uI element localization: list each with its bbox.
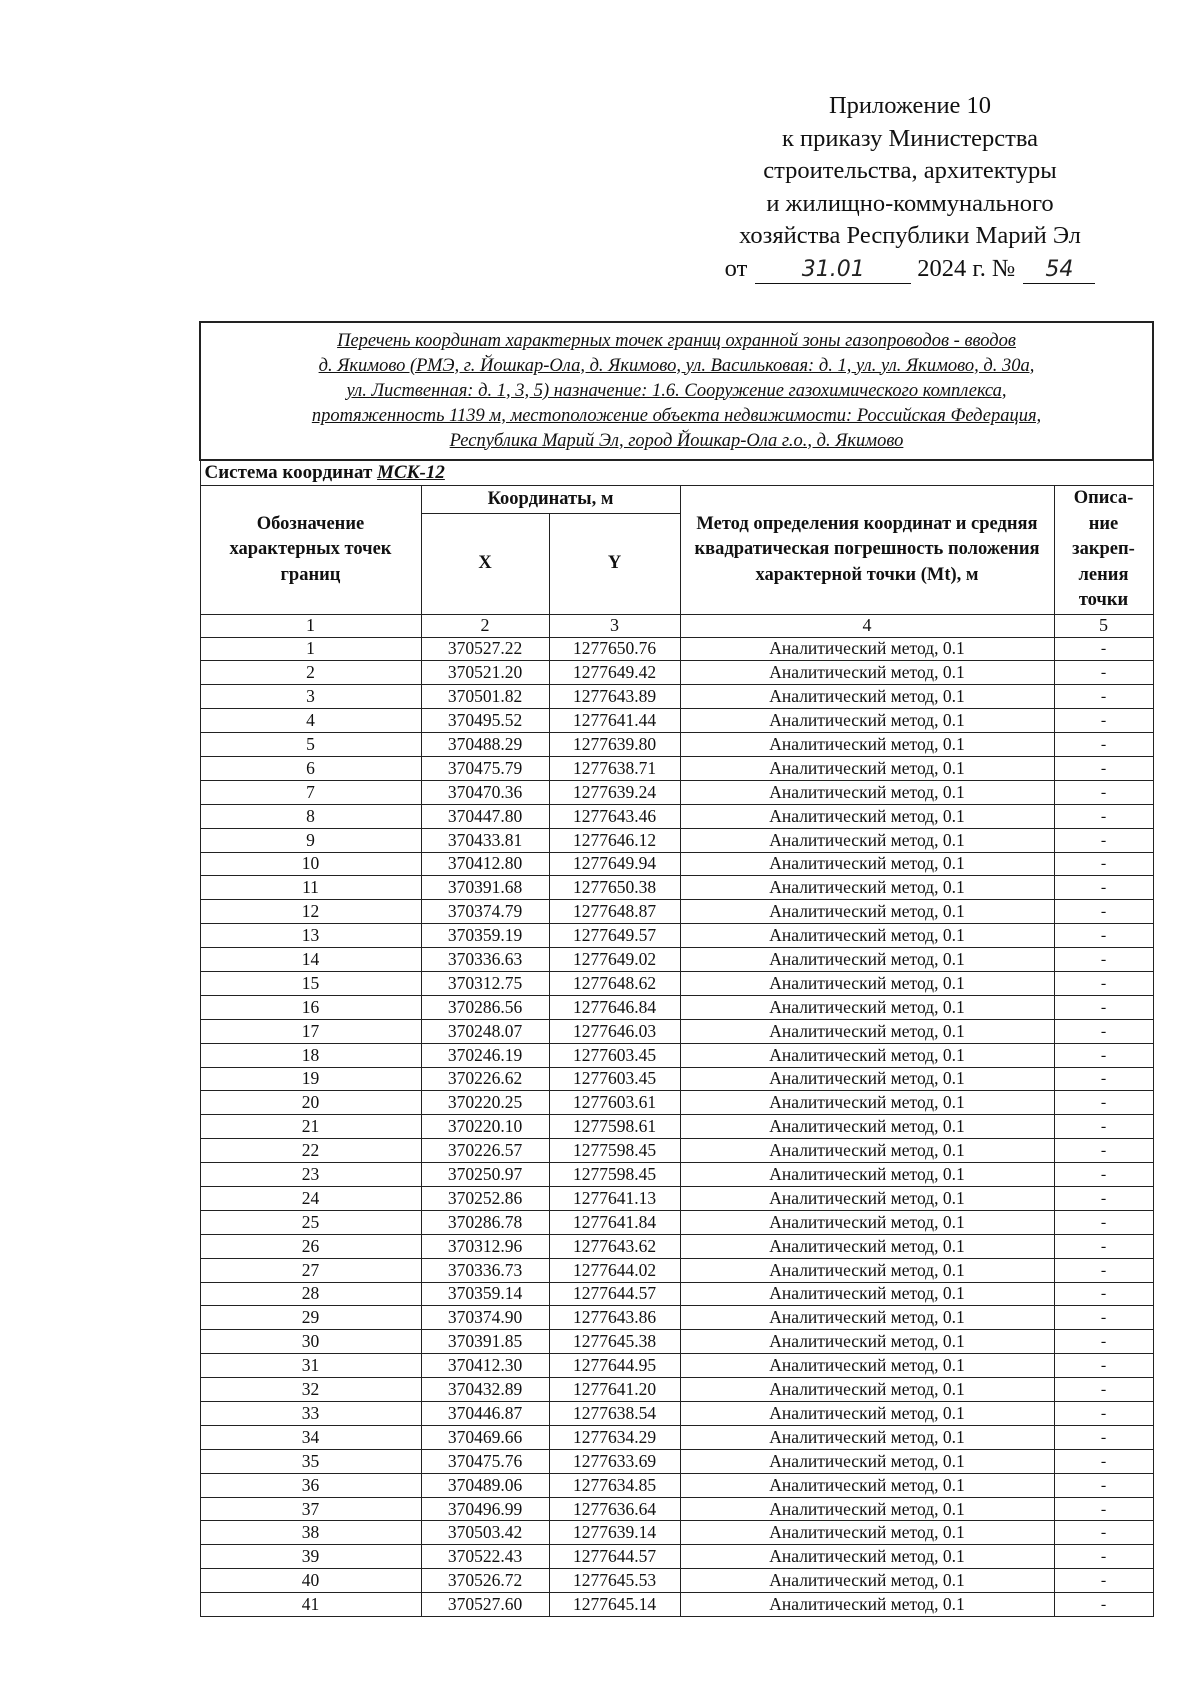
description-cell: -	[1054, 1043, 1153, 1067]
method-cell: Аналитический метод, 0.1	[680, 852, 1054, 876]
point-number-cell: 35	[200, 1449, 421, 1473]
y-coordinate-cell: 1277603.45	[549, 1043, 680, 1067]
handwritten-date: 31.01	[755, 257, 911, 284]
x-coordinate-cell: 370359.14	[421, 1282, 549, 1306]
point-number-cell: 30	[200, 1330, 421, 1354]
method-cell: Аналитический метод, 0.1	[680, 1139, 1054, 1163]
table-row	[200, 1593, 1153, 1617]
point-number-cell: 40	[200, 1569, 421, 1593]
description-cell: -	[1054, 1354, 1153, 1378]
point-number-cell: 10	[200, 852, 421, 876]
x-coordinate-cell: 370496.99	[421, 1497, 549, 1521]
point-number-cell: 20	[200, 1091, 421, 1115]
description-cell: -	[1054, 900, 1153, 924]
description-cell: -	[1054, 1282, 1153, 1306]
point-number-cell: 15	[200, 971, 421, 995]
y-coordinate-cell: 1277634.85	[549, 1473, 680, 1497]
method-cell: Аналитический метод, 0.1	[680, 1545, 1054, 1569]
point-number-cell: 18	[200, 1043, 421, 1067]
x-coordinate-cell: 370522.43	[421, 1545, 549, 1569]
method-cell: Аналитический метод, 0.1	[680, 900, 1054, 924]
y-coordinate-cell: 1277636.64	[549, 1497, 680, 1521]
point-number-cell: 13	[200, 924, 421, 948]
method-cell: Аналитический метод, 0.1	[680, 948, 1054, 972]
point-number-cell: 5	[200, 733, 421, 757]
y-coordinate-cell: 1277643.46	[549, 804, 680, 828]
table-row	[200, 1425, 1153, 1449]
date-prefix: от	[724, 254, 748, 282]
point-number-cell: 26	[200, 1234, 421, 1258]
y-coordinate-cell: 1277646.84	[549, 995, 680, 1019]
x-coordinate-cell: 370226.57	[421, 1139, 549, 1163]
y-coordinate-cell: 1277645.14	[549, 1593, 680, 1617]
table-row	[200, 709, 1153, 733]
method-cell: Аналитический метод, 0.1	[680, 1425, 1054, 1449]
y-coordinate-cell: 1277641.20	[549, 1378, 680, 1402]
y-coordinate-cell: 1277639.80	[549, 733, 680, 757]
point-number-cell: 3	[200, 685, 421, 709]
y-coordinate-cell: 1277649.57	[549, 924, 680, 948]
x-coordinate-cell: 370469.66	[421, 1425, 549, 1449]
column-number: 2	[421, 614, 549, 637]
method-cell: Аналитический метод, 0.1	[680, 756, 1054, 780]
description-cell: -	[1054, 780, 1153, 804]
method-cell: Аналитический метод, 0.1	[680, 685, 1054, 709]
x-coordinate-cell: 370220.25	[421, 1091, 549, 1115]
description-cell: -	[1054, 1210, 1153, 1234]
point-number-cell: 27	[200, 1258, 421, 1282]
x-coordinate-cell: 370527.22	[421, 637, 549, 661]
point-number-cell: 8	[200, 804, 421, 828]
table-row	[200, 804, 1153, 828]
point-number-cell: 17	[200, 1019, 421, 1043]
table-row	[200, 1115, 1153, 1139]
description-cell: -	[1054, 685, 1153, 709]
header-method: Метод определения координат и средняя квадратическая погрешность положения характерной точки (Mt), м	[680, 486, 1054, 615]
method-cell: Аналитический метод, 0.1	[680, 1091, 1054, 1115]
table-row	[200, 1163, 1153, 1187]
x-coordinate-cell: 370433.81	[421, 828, 549, 852]
point-number-cell: 41	[200, 1593, 421, 1617]
table-row	[200, 971, 1153, 995]
point-number-cell: 1	[200, 637, 421, 661]
method-cell: Аналитический метод, 0.1	[680, 780, 1054, 804]
description-cell: -	[1054, 1593, 1153, 1617]
method-cell: Аналитический метод, 0.1	[680, 1378, 1054, 1402]
point-number-cell: 34	[200, 1425, 421, 1449]
y-coordinate-cell: 1277649.94	[549, 852, 680, 876]
point-number-cell: 33	[200, 1402, 421, 1426]
point-number-cell: 32	[200, 1378, 421, 1402]
method-cell: Аналитический метод, 0.1	[680, 1115, 1054, 1139]
description-cell: -	[1054, 637, 1153, 661]
table-row	[200, 1569, 1153, 1593]
table-row	[200, 685, 1153, 709]
header-y: Y	[549, 514, 680, 614]
table-row	[200, 852, 1153, 876]
table-row	[200, 924, 1153, 948]
header-description-line: ние	[1088, 513, 1119, 534]
table-row	[200, 900, 1153, 924]
description-cell: -	[1054, 924, 1153, 948]
table-row	[200, 1210, 1153, 1234]
description-cell: -	[1054, 1258, 1153, 1282]
coordinate-system-label: Система координат	[204, 462, 373, 483]
x-coordinate-cell: 370475.76	[421, 1449, 549, 1473]
table-title-line: протяженность 1139 м, местоположение объекта недвижимости: Российская Федерация,	[311, 405, 1042, 426]
method-cell: Аналитический метод, 0.1	[680, 971, 1054, 995]
table-row	[200, 756, 1153, 780]
y-coordinate-cell: 1277598.45	[549, 1163, 680, 1187]
y-coordinate-cell: 1277643.86	[549, 1306, 680, 1330]
x-coordinate-cell: 370447.80	[421, 804, 549, 828]
y-coordinate-cell: 1277643.62	[549, 1234, 680, 1258]
header-description-line: закреп-	[1072, 539, 1135, 559]
description-cell: -	[1054, 1115, 1153, 1139]
description-cell: -	[1054, 971, 1153, 995]
y-coordinate-cell: 1277644.95	[549, 1354, 680, 1378]
x-coordinate-cell: 370286.56	[421, 995, 549, 1019]
y-coordinate-cell: 1277648.62	[549, 971, 680, 995]
point-number-cell: 19	[200, 1067, 421, 1091]
method-cell: Аналитический метод, 0.1	[680, 1521, 1054, 1545]
y-coordinate-cell: 1277598.45	[549, 1139, 680, 1163]
point-number-cell: 38	[200, 1521, 421, 1545]
point-number-cell: 21	[200, 1115, 421, 1139]
table-title-line: ул. Лиственная: д. 1, 3, 5) назначение: 1.6. Сооружение газохимического комплекса,	[346, 380, 1007, 401]
description-cell: -	[1054, 1186, 1153, 1210]
table-row	[200, 995, 1153, 1019]
x-coordinate-cell: 370248.07	[421, 1019, 549, 1043]
description-cell: -	[1054, 1019, 1153, 1043]
table-row	[200, 1306, 1153, 1330]
point-number-cell: 4	[200, 709, 421, 733]
header-coordinates: Координаты, м	[421, 486, 680, 514]
method-cell: Аналитический метод, 0.1	[680, 1067, 1054, 1091]
table-row	[200, 1258, 1153, 1282]
table-row	[200, 1378, 1153, 1402]
table-title-line: Перечень координат характерных точек границ охранной зоны газопроводов - вводов	[337, 330, 1016, 351]
x-coordinate-cell: 370391.85	[421, 1330, 549, 1354]
table-row	[200, 1139, 1153, 1163]
x-coordinate-cell: 370527.60	[421, 1593, 549, 1617]
coordinate-system-name: МСК-12	[377, 462, 445, 483]
x-coordinate-cell: 370475.79	[421, 756, 549, 780]
x-coordinate-cell: 370526.72	[421, 1569, 549, 1593]
table-row	[200, 661, 1153, 685]
description-cell: -	[1054, 1306, 1153, 1330]
year-number-label: 2024 г. №	[917, 254, 1016, 282]
x-coordinate-cell: 370432.89	[421, 1378, 549, 1402]
y-coordinate-cell: 1277644.02	[549, 1258, 680, 1282]
description-cell: -	[1054, 1497, 1153, 1521]
description-cell: -	[1054, 1330, 1153, 1354]
table-row	[200, 1282, 1153, 1306]
table-row	[200, 1545, 1153, 1569]
method-cell: Аналитический метод, 0.1	[680, 828, 1054, 852]
appendix-line: строительства, архитектуры	[763, 157, 1057, 184]
header-description-line: Описа-	[1073, 488, 1134, 508]
method-cell: Аналитический метод, 0.1	[680, 1473, 1054, 1497]
description-cell: -	[1054, 852, 1153, 876]
y-coordinate-cell: 1277650.76	[549, 637, 680, 661]
x-coordinate-cell: 370446.87	[421, 1402, 549, 1426]
point-number-cell: 28	[200, 1282, 421, 1306]
header-description	[1054, 486, 1153, 615]
method-cell: Аналитический метод, 0.1	[680, 709, 1054, 733]
description-cell: -	[1054, 1067, 1153, 1091]
y-coordinate-cell: 1277644.57	[549, 1545, 680, 1569]
point-number-cell: 31	[200, 1354, 421, 1378]
point-number-cell: 39	[200, 1545, 421, 1569]
method-cell: Аналитический метод, 0.1	[680, 1306, 1054, 1330]
column-number: 1	[200, 614, 421, 637]
table-title-line: Республика Марий Эл, город Йошкар-Ола г.о., д. Якимово	[449, 430, 904, 451]
method-cell: Аналитический метод, 0.1	[680, 1186, 1054, 1210]
table-row	[200, 1354, 1153, 1378]
description-cell: -	[1054, 828, 1153, 852]
description-cell: -	[1054, 1521, 1153, 1545]
description-cell: -	[1054, 1425, 1153, 1449]
y-coordinate-cell: 1277649.42	[549, 661, 680, 685]
point-number-cell: 2	[200, 661, 421, 685]
y-coordinate-cell: 1277598.61	[549, 1115, 680, 1139]
handwritten-order-number: 54	[1023, 257, 1095, 284]
method-cell: Аналитический метод, 0.1	[680, 1043, 1054, 1067]
coordinate-system	[200, 460, 1153, 486]
point-number-cell: 12	[200, 900, 421, 924]
point-number-cell: 36	[200, 1473, 421, 1497]
x-coordinate-cell: 370252.86	[421, 1186, 549, 1210]
table-row	[200, 1521, 1153, 1545]
x-coordinate-cell: 370521.20	[421, 661, 549, 685]
x-coordinate-cell: 370489.06	[421, 1473, 549, 1497]
description-cell: -	[1054, 1163, 1153, 1187]
description-cell: -	[1054, 1091, 1153, 1115]
method-cell: Аналитический метод, 0.1	[680, 1019, 1054, 1043]
x-coordinate-cell: 370501.82	[421, 685, 549, 709]
method-cell: Аналитический метод, 0.1	[680, 637, 1054, 661]
y-coordinate-cell: 1277649.02	[549, 948, 680, 972]
column-number: 3	[549, 614, 680, 637]
method-cell: Аналитический метод, 0.1	[680, 1569, 1054, 1593]
point-number-cell: 25	[200, 1210, 421, 1234]
x-coordinate-cell: 370336.73	[421, 1258, 549, 1282]
y-coordinate-cell: 1277646.03	[549, 1019, 680, 1043]
table-row	[200, 1449, 1153, 1473]
point-number-cell: 24	[200, 1186, 421, 1210]
table-row	[200, 876, 1153, 900]
y-coordinate-cell: 1277645.53	[549, 1569, 680, 1593]
y-coordinate-cell: 1277648.87	[549, 900, 680, 924]
y-coordinate-cell: 1277641.44	[549, 709, 680, 733]
point-number-cell: 14	[200, 948, 421, 972]
column-number: 5	[1054, 614, 1153, 637]
x-coordinate-cell: 370488.29	[421, 733, 549, 757]
y-coordinate-cell: 1277646.12	[549, 828, 680, 852]
x-coordinate-cell: 370374.90	[421, 1306, 549, 1330]
description-cell: -	[1054, 1473, 1153, 1497]
header-designation: Обозначение характерных точек границ	[200, 486, 421, 615]
appendix-line: и жилищно-коммунального	[766, 189, 1054, 217]
table-row	[200, 1234, 1153, 1258]
description-cell: -	[1054, 948, 1153, 972]
column-number: 4	[680, 614, 1054, 637]
x-coordinate-cell: 370391.68	[421, 876, 549, 900]
table-row	[200, 1019, 1153, 1043]
method-cell: Аналитический метод, 0.1	[680, 924, 1054, 948]
coordinates-table	[199, 321, 1154, 1617]
method-cell: Аналитический метод, 0.1	[680, 804, 1054, 828]
table-row	[200, 1091, 1153, 1115]
header-description-line: ления	[1078, 564, 1129, 585]
x-coordinate-cell: 370220.10	[421, 1115, 549, 1139]
description-cell: -	[1054, 1449, 1153, 1473]
y-coordinate-cell: 1277638.54	[549, 1402, 680, 1426]
table-row	[200, 1330, 1153, 1354]
point-number-cell: 7	[200, 780, 421, 804]
order-date-line	[700, 253, 1120, 286]
table-title-line: д. Якимово (РМЭ, г. Йошкар-Ола, д. Якимово, ул. Васильковая: д. 1, ул. ул. Якимово, д. 30а,	[318, 355, 1035, 376]
table-row	[200, 637, 1153, 661]
y-coordinate-cell: 1277641.84	[549, 1210, 680, 1234]
y-coordinate-cell: 1277641.13	[549, 1186, 680, 1210]
method-cell: Аналитический метод, 0.1	[680, 995, 1054, 1019]
description-cell: -	[1054, 804, 1153, 828]
table-row	[200, 1043, 1153, 1067]
table-row	[200, 1186, 1153, 1210]
method-cell: Аналитический метод, 0.1	[680, 1402, 1054, 1426]
description-cell: -	[1054, 1234, 1153, 1258]
header-description-line: точки	[1078, 590, 1129, 610]
x-coordinate-cell: 370226.62	[421, 1067, 549, 1091]
description-cell: -	[1054, 733, 1153, 757]
description-cell: -	[1054, 876, 1153, 900]
description-cell: -	[1054, 1402, 1153, 1426]
description-cell: -	[1054, 1569, 1153, 1593]
x-coordinate-cell: 370412.80	[421, 852, 549, 876]
description-cell: -	[1054, 1139, 1153, 1163]
point-number-cell: 16	[200, 995, 421, 1019]
method-cell: Аналитический метод, 0.1	[680, 1593, 1054, 1617]
x-coordinate-cell: 370495.52	[421, 709, 549, 733]
description-cell: -	[1054, 1378, 1153, 1402]
table-row	[200, 1473, 1153, 1497]
x-coordinate-cell: 370470.36	[421, 780, 549, 804]
point-number-cell: 37	[200, 1497, 421, 1521]
y-coordinate-cell: 1277650.38	[549, 876, 680, 900]
description-cell: -	[1054, 661, 1153, 685]
table-row	[200, 1067, 1153, 1091]
table-row	[200, 780, 1153, 804]
point-number-cell: 6	[200, 756, 421, 780]
y-coordinate-cell: 1277634.29	[549, 1425, 680, 1449]
y-coordinate-cell: 1277603.45	[549, 1067, 680, 1091]
y-coordinate-cell: 1277644.57	[549, 1282, 680, 1306]
description-cell: -	[1054, 995, 1153, 1019]
y-coordinate-cell: 1277645.38	[549, 1330, 680, 1354]
x-coordinate-cell: 370336.63	[421, 948, 549, 972]
appendix-line: хозяйства Республики Марий Эл	[739, 222, 1081, 249]
method-cell: Аналитический метод, 0.1	[680, 1330, 1054, 1354]
method-cell: Аналитический метод, 0.1	[680, 1282, 1054, 1306]
description-cell: -	[1054, 1545, 1153, 1569]
table-row	[200, 733, 1153, 757]
x-coordinate-cell: 370312.75	[421, 971, 549, 995]
method-cell: Аналитический метод, 0.1	[680, 1163, 1054, 1187]
method-cell: Аналитический метод, 0.1	[680, 1258, 1054, 1282]
point-number-cell: 9	[200, 828, 421, 852]
x-coordinate-cell: 370312.96	[421, 1234, 549, 1258]
y-coordinate-cell: 1277639.24	[549, 780, 680, 804]
y-coordinate-cell: 1277638.71	[549, 756, 680, 780]
method-cell: Аналитический метод, 0.1	[680, 661, 1054, 685]
point-number-cell: 11	[200, 876, 421, 900]
y-coordinate-cell: 1277633.69	[549, 1449, 680, 1473]
y-coordinate-cell: 1277603.61	[549, 1091, 680, 1115]
x-coordinate-cell: 370286.78	[421, 1210, 549, 1234]
method-cell: Аналитический метод, 0.1	[680, 1210, 1054, 1234]
appendix-header	[700, 90, 1120, 285]
table-title	[200, 322, 1153, 460]
table-row	[200, 1497, 1153, 1521]
point-number-cell: 23	[200, 1163, 421, 1187]
point-number-cell: 22	[200, 1139, 421, 1163]
point-number-cell: 29	[200, 1306, 421, 1330]
method-cell: Аналитический метод, 0.1	[680, 733, 1054, 757]
appendix-line: Приложение 10	[828, 92, 992, 119]
method-cell: Аналитический метод, 0.1	[680, 1449, 1054, 1473]
table-row	[200, 1402, 1153, 1426]
x-coordinate-cell: 370374.79	[421, 900, 549, 924]
header-x: X	[421, 514, 549, 614]
table-row	[200, 828, 1153, 852]
method-cell: Аналитический метод, 0.1	[680, 1234, 1054, 1258]
x-coordinate-cell: 370359.19	[421, 924, 549, 948]
x-coordinate-cell: 370250.97	[421, 1163, 549, 1187]
table-body	[200, 637, 1153, 1617]
x-coordinate-cell: 370246.19	[421, 1043, 549, 1067]
x-coordinate-cell: 370503.42	[421, 1521, 549, 1545]
method-cell: Аналитический метод, 0.1	[680, 876, 1054, 900]
description-cell: -	[1054, 756, 1153, 780]
method-cell: Аналитический метод, 0.1	[680, 1497, 1054, 1521]
description-cell: -	[1054, 709, 1153, 733]
appendix-line: к приказу Министерства	[782, 124, 1038, 152]
y-coordinate-cell: 1277643.89	[549, 685, 680, 709]
method-cell: Аналитический метод, 0.1	[680, 1354, 1054, 1378]
x-coordinate-cell: 370412.30	[421, 1354, 549, 1378]
y-coordinate-cell: 1277639.14	[549, 1521, 680, 1545]
table-row	[200, 948, 1153, 972]
